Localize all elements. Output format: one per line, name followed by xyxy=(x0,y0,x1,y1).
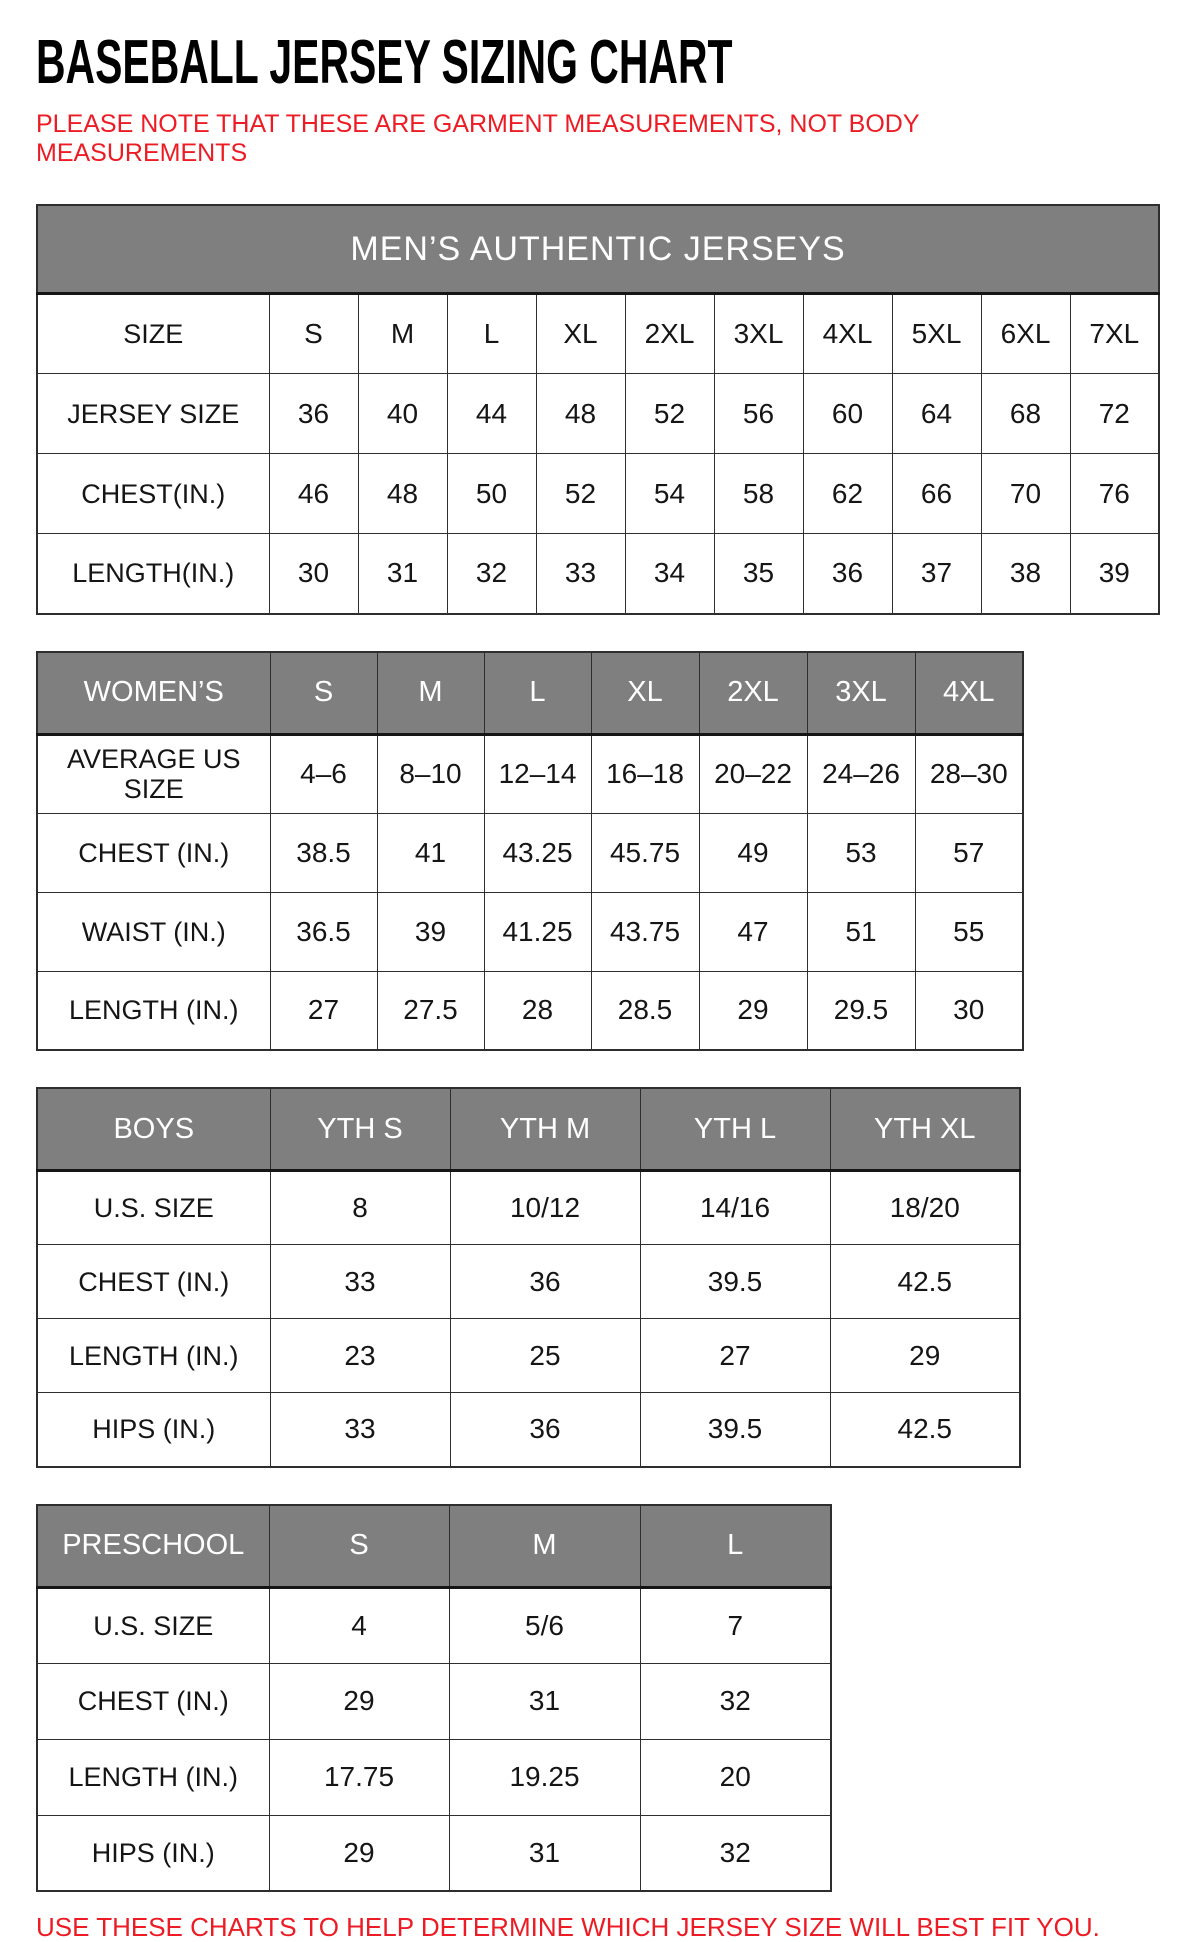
size-value: 14/16 xyxy=(640,1171,830,1245)
page-title: BASEBALL JERSEY SIZING CHART xyxy=(36,28,733,97)
size-value: 8 xyxy=(270,1171,450,1245)
size-value: 41.25 xyxy=(484,892,591,971)
size-value: 48 xyxy=(358,454,447,534)
row-label: U.S. SIZE xyxy=(37,1171,270,1245)
size-value: 45.75 xyxy=(591,813,699,892)
column-header: S xyxy=(269,1505,449,1588)
size-value: 43.25 xyxy=(484,813,591,892)
size-value: 38.5 xyxy=(270,813,377,892)
size-value: 39.5 xyxy=(640,1245,830,1319)
size-value: 6XL xyxy=(981,294,1070,374)
size-value: 4 xyxy=(269,1587,449,1663)
column-header: S xyxy=(270,652,377,735)
table-row xyxy=(37,971,1023,1050)
size-value: 57 xyxy=(915,813,1023,892)
column-header: 4XL xyxy=(915,652,1023,735)
size-value: XL xyxy=(536,294,625,374)
size-value: S xyxy=(269,294,358,374)
size-value: 29 xyxy=(269,1815,449,1891)
size-value: 36 xyxy=(269,374,358,454)
size-value: 33 xyxy=(536,534,625,614)
row-label: LENGTH (IN.) xyxy=(37,1739,269,1815)
womens-sizing-table xyxy=(36,651,1024,1052)
size-value: 28 xyxy=(484,971,591,1050)
size-value: 24–26 xyxy=(807,734,915,813)
size-value: 50 xyxy=(447,454,536,534)
size-value: 34 xyxy=(625,534,714,614)
size-value: 31 xyxy=(449,1815,640,1891)
table-row xyxy=(37,734,1023,813)
size-value: 33 xyxy=(270,1245,450,1319)
table-row xyxy=(37,374,1159,454)
size-value: 36.5 xyxy=(270,892,377,971)
womens-group-label: WOMEN’S xyxy=(37,652,270,735)
size-value: 20–22 xyxy=(699,734,807,813)
size-value: 39 xyxy=(377,892,484,971)
size-value: 8–10 xyxy=(377,734,484,813)
size-value: 29 xyxy=(699,971,807,1050)
size-value: 56 xyxy=(714,374,803,454)
size-value: 47 xyxy=(699,892,807,971)
size-value: 30 xyxy=(269,534,358,614)
column-header: YTH S xyxy=(270,1088,450,1171)
size-value: 52 xyxy=(536,454,625,534)
size-value: 68 xyxy=(981,374,1070,454)
size-value: 29 xyxy=(269,1663,449,1739)
column-header: L xyxy=(640,1505,831,1588)
size-value: L xyxy=(447,294,536,374)
column-header: YTH L xyxy=(640,1088,830,1171)
row-label: U.S. SIZE xyxy=(37,1587,269,1663)
size-value: 30 xyxy=(915,971,1023,1050)
row-label: WAIST (IN.) xyxy=(37,892,270,971)
table-row xyxy=(37,1663,831,1739)
size-value: 32 xyxy=(640,1815,831,1891)
size-value: 53 xyxy=(807,813,915,892)
column-header: YTH XL xyxy=(830,1088,1020,1171)
size-value: 7 xyxy=(640,1587,831,1663)
size-value: 76 xyxy=(1070,454,1159,534)
size-value: M xyxy=(358,294,447,374)
table-row xyxy=(37,1171,1020,1245)
row-label: HIPS (IN.) xyxy=(37,1815,269,1891)
row-label: JERSEY SIZE xyxy=(37,374,269,454)
size-value: 20 xyxy=(640,1739,831,1815)
table-row xyxy=(37,892,1023,971)
row-label: AVERAGE US SIZE xyxy=(37,734,270,813)
size-value: 62 xyxy=(803,454,892,534)
size-value: 18/20 xyxy=(830,1171,1020,1245)
size-value: 35 xyxy=(714,534,803,614)
size-value: 17.75 xyxy=(269,1739,449,1815)
table-row xyxy=(37,1815,831,1891)
table-row xyxy=(37,534,1159,614)
row-label: LENGTH (IN.) xyxy=(37,971,270,1050)
row-label: HIPS (IN.) xyxy=(37,1393,270,1467)
size-value: 64 xyxy=(892,374,981,454)
table-row xyxy=(37,1739,831,1815)
boys-sizing-table xyxy=(36,1087,1021,1468)
size-value: 38 xyxy=(981,534,1070,614)
size-value: 3XL xyxy=(714,294,803,374)
table-row xyxy=(37,294,1159,374)
row-label: CHEST (IN.) xyxy=(37,1245,270,1319)
table-row xyxy=(37,1245,1020,1319)
size-value: 7XL xyxy=(1070,294,1159,374)
size-value: 10/12 xyxy=(450,1171,640,1245)
size-value: 27 xyxy=(640,1319,830,1393)
size-value: 51 xyxy=(807,892,915,971)
mens-authentic-jerseys-table xyxy=(36,204,1160,615)
size-value: 54 xyxy=(625,454,714,534)
size-value: 52 xyxy=(625,374,714,454)
size-value: 39.5 xyxy=(640,1393,830,1467)
size-value: 27.5 xyxy=(377,971,484,1050)
size-value: 36 xyxy=(450,1393,640,1467)
boys-group-label: BOYS xyxy=(37,1088,270,1171)
size-value: 28.5 xyxy=(591,971,699,1050)
garment-measurement-note: PLEASE NOTE THAT THESE ARE GARMENT MEASUREMENTS, NOT BODY MEASUREMENTS xyxy=(36,110,920,167)
size-value: 39 xyxy=(1070,534,1159,614)
size-value: 16–18 xyxy=(591,734,699,813)
size-value: 19.25 xyxy=(449,1739,640,1815)
size-value: 27 xyxy=(270,971,377,1050)
size-value: 37 xyxy=(892,534,981,614)
size-value: 33 xyxy=(270,1393,450,1467)
column-header: XL xyxy=(591,652,699,735)
table-row xyxy=(37,454,1159,534)
size-value: 29 xyxy=(830,1319,1020,1393)
size-value: 70 xyxy=(981,454,1070,534)
size-value: 36 xyxy=(450,1245,640,1319)
row-label: CHEST (IN.) xyxy=(37,813,270,892)
size-value: 44 xyxy=(447,374,536,454)
fit-advice-footer: USE THESE CHARTS TO HELP DETERMINE WHICH JERSEY SIZE WILL BEST FIT YOU. xyxy=(36,1912,1100,1942)
size-value: 42.5 xyxy=(830,1393,1020,1467)
table-row xyxy=(37,1319,1020,1393)
column-header: 2XL xyxy=(699,652,807,735)
size-value: 23 xyxy=(270,1319,450,1393)
size-value: 60 xyxy=(803,374,892,454)
column-header: YTH M xyxy=(450,1088,640,1171)
row-label: LENGTH(IN.) xyxy=(37,534,269,614)
size-value: 41 xyxy=(377,813,484,892)
row-label: SIZE xyxy=(37,294,269,374)
size-value: 55 xyxy=(915,892,1023,971)
size-value: 12–14 xyxy=(484,734,591,813)
table-row xyxy=(37,1587,831,1663)
row-label: CHEST (IN.) xyxy=(37,1663,269,1739)
column-header: 3XL xyxy=(807,652,915,735)
column-header: L xyxy=(484,652,591,735)
size-value: 32 xyxy=(640,1663,831,1739)
size-value: 5XL xyxy=(892,294,981,374)
size-value: 46 xyxy=(269,454,358,534)
size-value: 4–6 xyxy=(270,734,377,813)
column-header: M xyxy=(377,652,484,735)
column-header: M xyxy=(449,1505,640,1588)
size-value: 31 xyxy=(358,534,447,614)
preschool-sizing-table xyxy=(36,1504,832,1893)
preschool-group-label: PRESCHOOL xyxy=(37,1505,269,1588)
size-value: 4XL xyxy=(803,294,892,374)
size-value: 2XL xyxy=(625,294,714,374)
size-value: 32 xyxy=(447,534,536,614)
size-value: 31 xyxy=(449,1663,640,1739)
row-label: LENGTH (IN.) xyxy=(37,1319,270,1393)
size-value: 36 xyxy=(803,534,892,614)
size-value: 5/6 xyxy=(449,1587,640,1663)
size-value: 48 xyxy=(536,374,625,454)
size-value: 42.5 xyxy=(830,1245,1020,1319)
row-label: CHEST(IN.) xyxy=(37,454,269,534)
table-row xyxy=(37,1393,1020,1467)
size-value: 25 xyxy=(450,1319,640,1393)
size-value: 29.5 xyxy=(807,971,915,1050)
size-value: 40 xyxy=(358,374,447,454)
mens-table-title: MEN’S AUTHENTIC JERSEYS xyxy=(37,205,1159,294)
size-value: 66 xyxy=(892,454,981,534)
size-value: 72 xyxy=(1070,374,1159,454)
size-value: 43.75 xyxy=(591,892,699,971)
table-row xyxy=(37,813,1023,892)
size-value: 58 xyxy=(714,454,803,534)
size-value: 49 xyxy=(699,813,807,892)
size-value: 28–30 xyxy=(915,734,1023,813)
